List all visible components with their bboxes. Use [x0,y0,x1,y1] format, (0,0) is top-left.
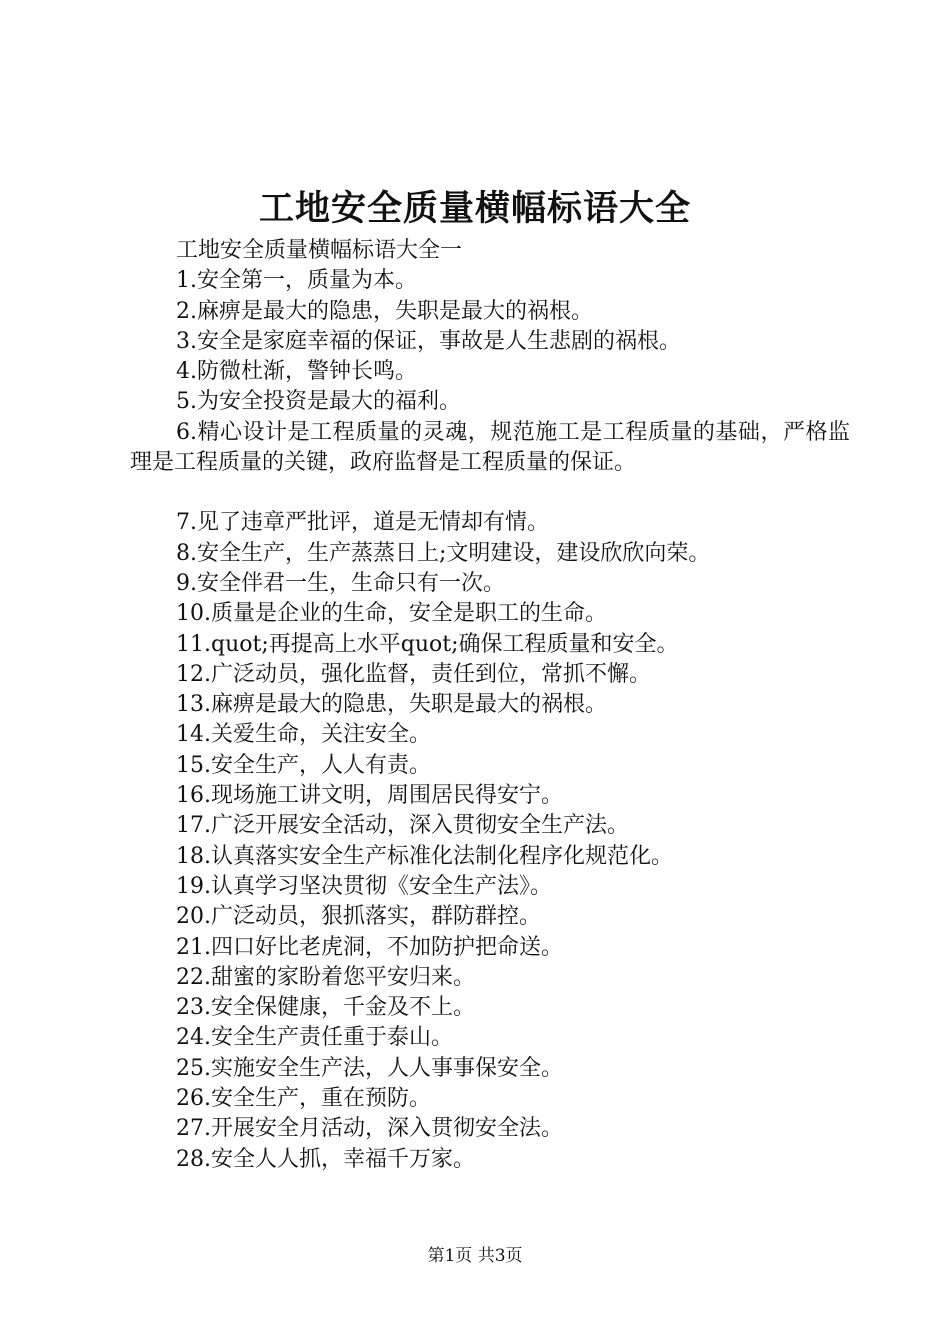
list-item: 20.广泛动员，狠抓落实，群防群控。 [176,904,541,930]
list-item: 23.安全保健康，千金及不上。 [176,995,475,1021]
list-item: 22.甜蜜的家盼着您平安归来。 [176,964,475,990]
document-subtitle: 工地安全质量横幅标语大全一 [176,238,463,263]
list-item: 3.安全是家庭幸福的保证，事故是人生悲剧的祸根。 [176,328,681,354]
page-footer: 第1页 共3页 [427,1246,523,1266]
list-item: 19.认真学习坚决贯彻《安全生产法》。 [176,873,552,899]
list-item: 28.安全人人抓，幸福千万家。 [176,1146,475,1172]
list-item: 7.见了违章严批评，道是无情却有情。 [176,510,549,536]
list-item: 11.quot;再提高上水平quot;确保工程质量和安全。 [176,631,679,657]
list-item: 10.质量是企业的生命，安全是职工的生命。 [176,601,607,627]
list-item: 2.麻痹是最大的隐患，失职是最大的祸根。 [176,298,593,324]
list-item: 16.现场施工讲文明，周围居民得安宁。 [176,783,563,809]
list-item: 8.安全生产，生产蒸蒸日上;文明建设，建设欣欣向荣。 [176,540,711,566]
document-title: 工地安全质量横幅标语大全 [258,188,691,229]
document-body [130,236,850,1175]
list-item: 14.关爱生命，关注安全。 [176,722,431,748]
list-item: 4.防微杜渐，警钟长鸣。 [176,359,417,385]
paragraph-gap [130,478,850,508]
list-item: 26.安全生产，重在预防。 [176,1086,431,1112]
list-item: 13.麻痹是最大的隐患，失职是最大的祸根。 [176,692,607,718]
list-item: 15.安全生产，人人有责。 [176,752,431,778]
list-item: 9.安全伴君一生，生命只有一次。 [176,570,505,596]
list-item: 5.为安全投资是最大的福利。 [176,389,461,415]
list-item: 1.安全第一，质量为本。 [176,268,417,294]
list-item: 12.广泛动员，强化监督，责任到位，常抓不懈。 [176,661,651,687]
list-item-paragraph: 6.精心设计是工程质量的灵魂，规范施工是工程质量的基础，严格监理是工程质量的关键，政府监督是工程质量的保证。 [130,419,850,476]
list-item: 21.四口好比老虎洞，不加防护把命送。 [176,934,563,960]
list-item: 18.认真落实安全生产标准化法制化程序化规范化。 [176,843,673,869]
list-item: 25.实施安全生产法，人人事事保安全。 [176,1055,563,1081]
list-item: 17.广泛开展安全活动，深入贯彻安全生产法。 [176,813,629,839]
list-item: 27.开展安全月活动，深入贯彻安全法。 [176,1116,563,1142]
list-item: 24.安全生产责任重于泰山。 [176,1025,453,1051]
